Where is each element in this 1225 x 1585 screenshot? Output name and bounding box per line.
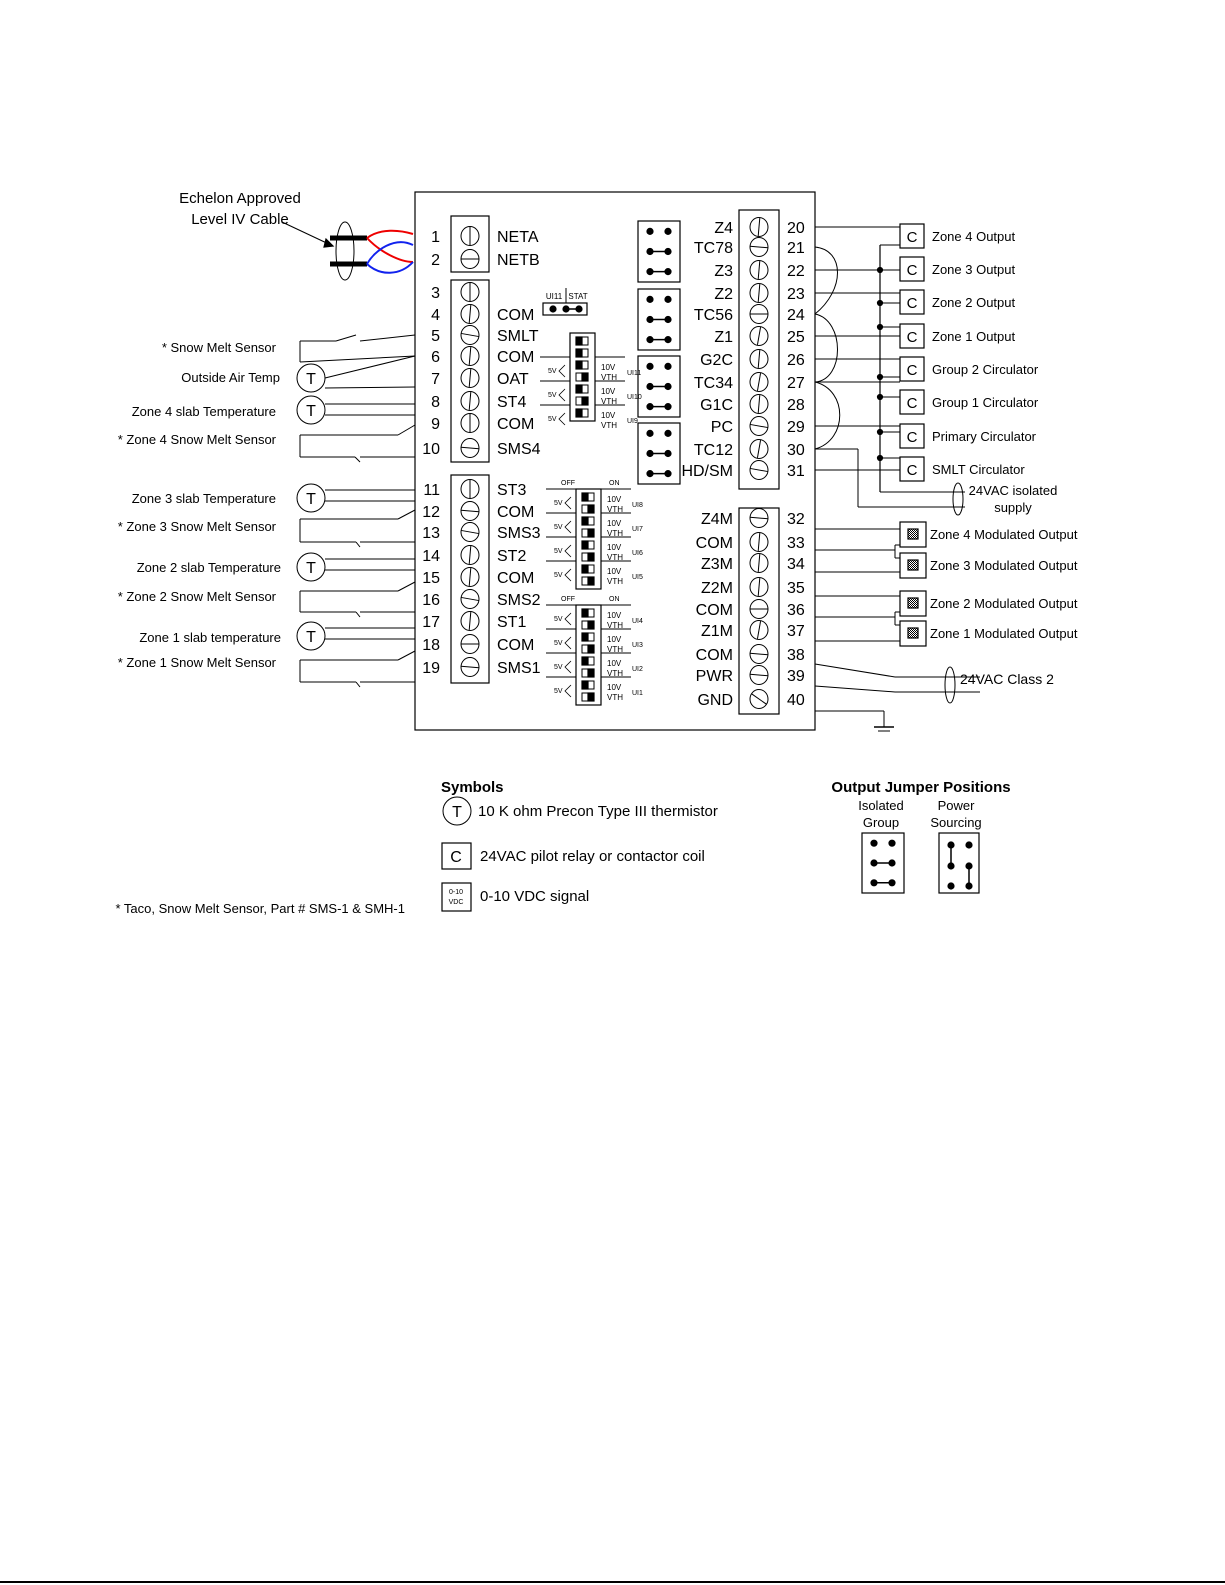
relay-output-label: Zone 4 Output <box>932 229 1016 244</box>
jumper-pin <box>647 228 653 234</box>
relay-output-label: Group 1 Circulator <box>932 395 1039 410</box>
footnote: * Taco, Snow Melt Sensor, Part # SMS-1 & SMH-1 <box>115 901 405 916</box>
device-label: * Zone 1 Snow Melt Sensor <box>117 655 276 670</box>
dip-switch-block <box>576 489 601 589</box>
coil-symbol: C <box>906 329 918 346</box>
terminal-number: 12 <box>422 504 440 521</box>
jumper-option-label: Sourcing <box>930 815 982 830</box>
terminal-number: 6 <box>431 349 440 366</box>
device-label: Zone 4 slab Temperature <box>131 404 276 419</box>
jumper-pin <box>665 228 671 234</box>
symbol-coil: C <box>450 849 462 866</box>
dip-switch-lever <box>588 529 594 537</box>
chevron-icon <box>565 685 571 697</box>
cable-shield-icon <box>945 667 955 703</box>
dip-switch-lever <box>588 553 594 561</box>
terminal-number: 17 <box>422 614 440 631</box>
terminal-label: HD/SM <box>681 463 733 480</box>
modulated-output-label: Zone 4 Modulated Output <box>930 527 1078 542</box>
terminal-label: Z3 <box>714 263 733 280</box>
dip-input-label: UI8 <box>632 502 643 509</box>
jumper-positions-title: Output Jumper Positions <box>831 779 1011 796</box>
dip-input-label: UI1 <box>632 690 643 697</box>
terminal-label: SMS2 <box>497 592 541 609</box>
terminal-number: 36 <box>787 602 805 619</box>
symbol-desc: 24VAC pilot relay or contactor coil <box>480 848 705 865</box>
terminal-number: 32 <box>787 511 805 528</box>
jumper-pin <box>647 296 653 302</box>
terminal-label: COM <box>497 416 535 433</box>
terminal-number: 23 <box>787 286 805 303</box>
dip-switch-lever <box>588 577 594 585</box>
coil-symbol: C <box>906 295 918 312</box>
jumper-option-label: Group <box>862 815 900 830</box>
terminal-number: 40 <box>787 692 805 709</box>
terminal-label: COM <box>497 570 535 587</box>
dip-5v-label: 5V <box>554 616 563 623</box>
relay-output-label: Zone 1 Output <box>932 329 1016 344</box>
switch-contact <box>398 582 415 591</box>
jumper-pin <box>966 842 972 848</box>
terminal-label: ST4 <box>497 394 527 411</box>
dip-input-label: UI6 <box>632 550 643 557</box>
dip-switch-lever <box>582 681 588 689</box>
chevron-icon <box>565 613 571 625</box>
cable-label: Echelon Approved <box>179 190 301 207</box>
dip-switch-lever <box>582 517 588 525</box>
device-label: * Zone 2 Snow Melt Sensor <box>117 589 276 604</box>
cable-shield-icon <box>953 483 963 515</box>
terminal-label: SMS3 <box>497 525 541 542</box>
jumper-pin <box>889 840 895 846</box>
terminal-label: TC34 <box>693 375 733 392</box>
terminal-number: 37 <box>787 623 805 640</box>
terminal-label: NETB <box>497 252 540 269</box>
dip-10v-label: 10V <box>607 683 622 692</box>
terminal-number: 7 <box>431 371 440 388</box>
terminal-number: 35 <box>787 580 805 597</box>
dip-vth-label: VTH <box>607 553 623 562</box>
tc-loop <box>815 314 838 382</box>
dip-10v-label: 10V <box>607 495 622 504</box>
relay-output-label: Primary Circulator <box>932 429 1037 444</box>
terminal-label: TC12 <box>693 442 733 459</box>
chevron-icon <box>565 497 571 509</box>
chevron-icon <box>565 521 571 533</box>
dip-switch-lever <box>582 373 588 381</box>
terminal-label: TC78 <box>693 240 733 257</box>
dip-switch-lever <box>588 693 594 701</box>
dip-switch-block <box>576 605 601 705</box>
terminal-label: ST3 <box>497 482 527 499</box>
dip-5v-label: 5V <box>548 392 557 399</box>
dip-10v-label: 10V <box>607 611 622 620</box>
switch-contact <box>356 542 360 547</box>
dip-switch-lever <box>576 361 582 369</box>
terminal-number: 25 <box>787 329 805 346</box>
terminal-label: COM <box>497 349 535 366</box>
dip-input-label: UI4 <box>632 618 643 625</box>
dip-vth-label: VTH <box>607 669 623 678</box>
dip-switch-lever <box>582 609 588 617</box>
chevron-icon <box>559 413 565 425</box>
tc-loop <box>815 382 840 449</box>
jumper-pin <box>665 430 671 436</box>
dip-switch-lever <box>582 657 588 665</box>
jumper-pin <box>871 840 877 846</box>
power-wire <box>815 664 895 677</box>
dip-10v-label: 10V <box>601 387 616 396</box>
dip-off-label: OFF <box>561 596 575 603</box>
terminal-number: 34 <box>787 556 805 573</box>
terminal-number: 3 <box>431 285 440 302</box>
dip-switch-lever <box>576 349 582 357</box>
dip-input-label: UI9 <box>627 418 638 425</box>
relay-output-label: Zone 2 Output <box>932 295 1016 310</box>
dip-5v-label: 5V <box>554 688 563 695</box>
cable-shield-icon <box>336 222 354 280</box>
terminal-number: 5 <box>431 328 440 345</box>
terminal-number: 10 <box>422 441 440 458</box>
jumper-pin <box>665 296 671 302</box>
coil-symbol: C <box>906 229 918 246</box>
wire-red <box>367 231 413 262</box>
dip-5v-label: 5V <box>554 664 563 671</box>
terminal-number: 11 <box>423 482 440 499</box>
thermistor-symbol: T <box>306 491 316 508</box>
dip-input-label: UI2 <box>632 666 643 673</box>
terminal-label: Z1M <box>701 623 733 640</box>
terminal-number: 8 <box>431 394 440 411</box>
coil-symbol: C <box>906 395 918 412</box>
terminal-number: 33 <box>787 535 805 552</box>
dip-vth-label: VTH <box>607 505 623 514</box>
terminal-number: 4 <box>431 307 440 324</box>
dip-on-label: ON <box>609 596 620 603</box>
terminal-label: COM <box>497 307 535 324</box>
terminal-number: 14 <box>422 548 440 565</box>
terminal-label: Z3M <box>701 556 733 573</box>
symbol-signal: 0-10 <box>448 889 464 896</box>
chevron-icon <box>559 389 565 401</box>
dip-10v-label: 10V <box>601 411 616 420</box>
terminal-label: SMS4 <box>497 441 541 458</box>
dip-vth-label: VTH <box>607 529 623 538</box>
switch-contact <box>355 457 360 462</box>
dip-5v-label: 5V <box>548 368 557 375</box>
signal-pattern <box>908 628 918 638</box>
terminal-label: Z2M <box>701 580 733 597</box>
terminal-number: 1 <box>431 229 440 246</box>
thermistor-symbol: T <box>306 371 316 388</box>
terminal-number: 18 <box>422 637 440 654</box>
chevron-icon <box>565 637 571 649</box>
terminal-number: 15 <box>422 570 440 587</box>
jumper-label: STAT <box>568 292 588 301</box>
coil-symbol: C <box>906 362 918 379</box>
dip-switch-lever <box>582 397 588 405</box>
dip-vth-label: VTH <box>601 373 617 382</box>
chevron-icon <box>565 661 571 673</box>
dip-10v-label: 10V <box>607 519 622 528</box>
sensor-lead <box>360 335 415 341</box>
jumper-block <box>939 833 979 893</box>
thermistor-lead <box>325 356 415 378</box>
terminal-number: 22 <box>787 263 805 280</box>
terminal-number: 21 <box>787 240 805 257</box>
thermistor-lead <box>325 387 415 388</box>
terminal-label: SMS1 <box>497 660 541 677</box>
terminal-number: 20 <box>787 220 805 237</box>
dip-switch-lever <box>588 669 594 677</box>
device-label: Outside Air Temp <box>181 370 280 385</box>
dip-5v-label: 5V <box>548 416 557 423</box>
wire-blue <box>367 242 413 273</box>
jumper-pin <box>665 363 671 369</box>
terminal-number: 26 <box>787 352 805 369</box>
switch-contact <box>336 335 356 341</box>
symbol-signal: VDC <box>448 899 464 906</box>
terminal-label: NETA <box>497 229 539 246</box>
modulated-output-label: Zone 2 Modulated Output <box>930 596 1078 611</box>
coil-symbol: C <box>906 429 918 446</box>
thermistor-symbol: T <box>306 560 316 577</box>
terminal-label: COM <box>497 504 535 521</box>
dip-5v-label: 5V <box>554 640 563 647</box>
jumper-pin <box>550 306 556 312</box>
terminal-number: 39 <box>787 668 805 685</box>
terminal-label: Z1 <box>714 329 733 346</box>
dip-5v-label: 5V <box>554 500 563 507</box>
modulated-output-label: Zone 1 Modulated Output <box>930 626 1078 641</box>
chevron-icon <box>565 545 571 557</box>
signal-pattern <box>908 529 918 539</box>
device-label: * Zone 3 Snow Melt Sensor <box>117 519 276 534</box>
signal-pattern <box>908 598 918 608</box>
dip-switch-lever <box>582 565 588 573</box>
symbol-desc: 0-10 VDC signal <box>480 888 590 905</box>
dip-10v-label: 10V <box>607 635 622 644</box>
signal-pattern <box>908 560 918 570</box>
jumper-option-label: Isolated <box>858 798 904 813</box>
tc-loop <box>815 247 838 314</box>
terminal-number: 29 <box>787 419 805 436</box>
dip-input-label: UI10 <box>627 394 642 401</box>
terminal-number: 28 <box>787 397 805 414</box>
dip-10v-label: 10V <box>607 659 622 668</box>
dip-10v-label: 10V <box>601 363 616 372</box>
thermistor-symbol: T <box>306 403 316 420</box>
isolated-supply-label: 24VAC isolated <box>968 483 1058 498</box>
switch-contact <box>398 425 415 435</box>
terminal-number: 30 <box>787 442 805 459</box>
device-label: Zone 2 slab Temperature <box>136 560 281 575</box>
power-wire <box>815 686 895 692</box>
terminal-label: TC56 <box>693 307 733 324</box>
terminal-label: SMLT <box>497 328 539 345</box>
terminal-label: OAT <box>497 371 529 388</box>
signal-icon <box>442 883 471 911</box>
terminal-number: 9 <box>431 416 440 433</box>
dip-on-label: ON <box>609 480 620 487</box>
dip-switch-lever <box>588 621 594 629</box>
dip-input-label: UI3 <box>632 642 643 649</box>
dip-switch-lever <box>576 337 582 345</box>
power-label: 24VAC Class 2 <box>960 671 1054 687</box>
dip-switch-lever <box>582 493 588 501</box>
relay-output-label: SMLT Circulator <box>932 462 1025 477</box>
sensor-lead <box>300 356 415 362</box>
dip-off-label: OFF <box>561 480 575 487</box>
terminal-number: 13 <box>422 525 440 542</box>
dip-10v-label: 10V <box>607 567 622 576</box>
symbols-title: Symbols <box>441 779 504 796</box>
switch-contact <box>398 510 415 519</box>
terminal-label: Z4M <box>701 511 733 528</box>
terminal-label: ST2 <box>497 548 527 565</box>
dip-input-label: UI7 <box>632 526 643 533</box>
terminal-number: 27 <box>787 375 805 392</box>
dip-vth-label: VTH <box>607 577 623 586</box>
terminal-label: PWR <box>695 668 733 685</box>
symbol-thermistor: T <box>452 804 462 821</box>
dip-vth-label: VTH <box>601 397 617 406</box>
dip-vth-label: VTH <box>607 645 623 654</box>
device-label: Zone 3 slab Temperature <box>131 491 276 506</box>
terminal-number: 19 <box>422 660 440 677</box>
jumper-pin <box>647 430 653 436</box>
device-label: * Snow Melt Sensor <box>161 340 276 355</box>
dip-10v-label: 10V <box>607 543 622 552</box>
jumper-pin <box>647 363 653 369</box>
jumper-label: UI11 <box>545 292 563 301</box>
terminal-label: Z4 <box>714 220 733 237</box>
dip-switch-lever <box>576 409 582 417</box>
dip-switch-lever <box>588 645 594 653</box>
coil-symbol: C <box>906 462 918 479</box>
dip-5v-label: 5V <box>554 572 563 579</box>
device-label: * Zone 4 Snow Melt Sensor <box>117 432 276 447</box>
terminal-label: Z2 <box>714 286 733 303</box>
switch-contact <box>356 682 360 687</box>
chevron-icon <box>565 569 571 581</box>
jumper-option-label: Power <box>937 798 975 813</box>
dip-vth-label: VTH <box>607 621 623 630</box>
dip-vth-label: VTH <box>601 421 617 430</box>
chevron-icon <box>559 365 565 377</box>
dip-switch-lever <box>582 633 588 641</box>
relay-output-label: Group 2 Circulator <box>932 362 1039 377</box>
dip-switch-lever <box>576 385 582 393</box>
terminal-label: COM <box>695 602 733 619</box>
terminal-number: 2 <box>431 252 440 269</box>
dip-switch-lever <box>582 541 588 549</box>
terminal-number: 38 <box>787 647 805 664</box>
isolated-supply-label: supply <box>994 500 1032 515</box>
terminal-label: G2C <box>700 352 733 369</box>
modulated-output-label: Zone 3 Modulated Output <box>930 558 1078 573</box>
coil-symbol: C <box>906 262 918 279</box>
terminal-label: COM <box>695 535 733 552</box>
terminal-label: PC <box>710 419 733 436</box>
dip-5v-label: 5V <box>554 548 563 555</box>
jumper-pin <box>948 883 954 889</box>
terminal-label: ST1 <box>497 614 527 631</box>
terminal-number: 16 <box>422 592 440 609</box>
relay-output-label: Zone 3 Output <box>932 262 1016 277</box>
dip-switch-lever <box>588 505 594 513</box>
dip-input-label: UI5 <box>632 574 643 581</box>
terminal-label: G1C <box>700 397 733 414</box>
terminal-label: COM <box>497 637 535 654</box>
switch-contact <box>356 612 360 617</box>
dip-vth-label: VTH <box>607 693 623 702</box>
thermistor-symbol: T <box>306 629 316 646</box>
symbol-desc: 10 K ohm Precon Type III thermistor <box>478 803 718 820</box>
dip-5v-label: 5V <box>554 524 563 531</box>
cable-label: Level IV Cable <box>191 211 289 228</box>
dip-input-label: UI11 <box>627 370 642 377</box>
terminal-number: 31 <box>787 463 805 480</box>
switch-contact <box>398 651 415 660</box>
device-label: Zone 1 slab temperature <box>139 630 281 645</box>
terminal-label: GND <box>697 692 733 709</box>
terminal-label: COM <box>695 647 733 664</box>
terminal-number: 24 <box>787 307 805 324</box>
